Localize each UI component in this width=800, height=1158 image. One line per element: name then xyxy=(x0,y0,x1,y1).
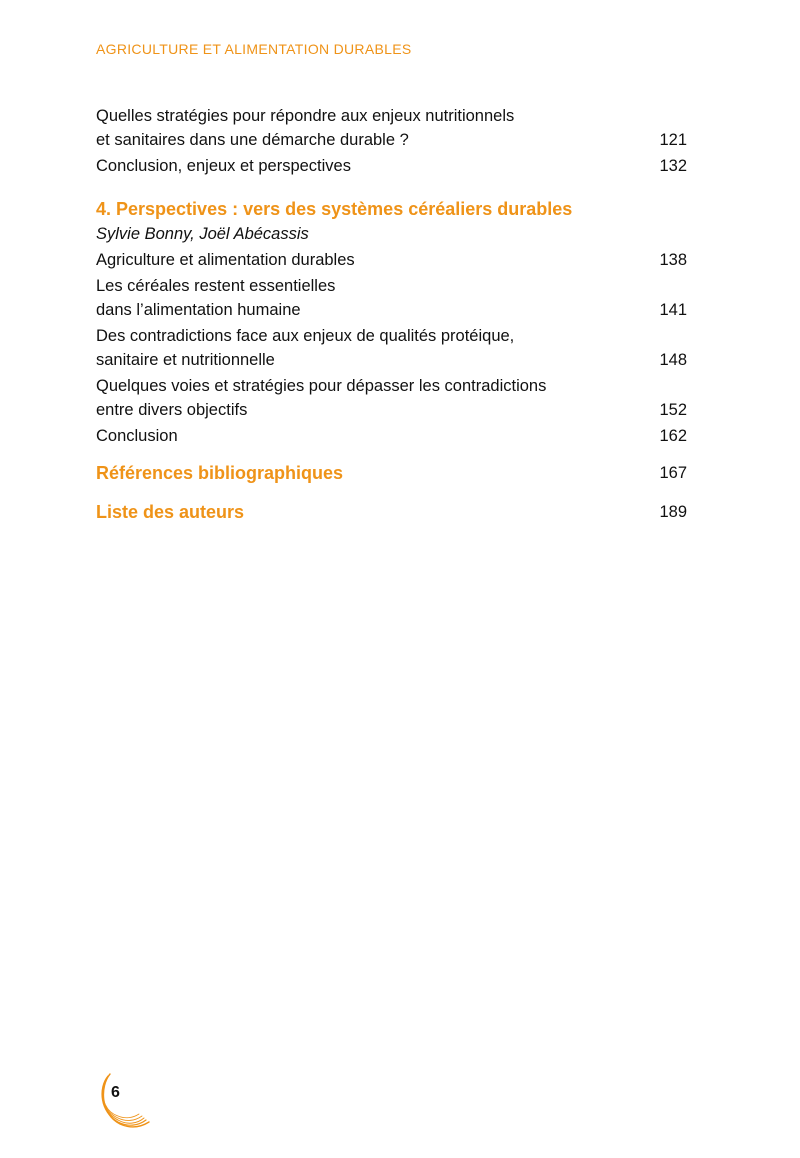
toc-entry[interactable] xyxy=(96,274,687,322)
toc-page-number: 121 xyxy=(659,131,687,149)
toc-entry-line: Quelques voies et stratégies pour dépasser les contradictions xyxy=(96,377,547,395)
toc-entry-line: Quelles stratégies pour répondre aux enjeux nutritionnels xyxy=(96,107,515,125)
toc-entry[interactable] xyxy=(96,374,687,422)
section-title: Références bibliographiques xyxy=(96,463,344,483)
table-of-contents xyxy=(96,104,687,524)
running-head: AGRICULTURE ET ALIMENTATION DURABLES xyxy=(96,41,412,57)
toc-page-number: 152 xyxy=(659,401,687,419)
folio-swirl-icon xyxy=(96,1072,156,1132)
toc-page-number: 132 xyxy=(659,157,687,175)
toc-section-authors[interactable] xyxy=(96,500,687,524)
toc-entry[interactable] xyxy=(96,104,687,152)
toc-entry-line: Les céréales restent essentielles xyxy=(96,277,336,295)
toc-page-number: 141 xyxy=(659,301,687,319)
chapter-title[interactable]: 4. Perspectives : vers des systèmes céréaliers durables xyxy=(96,199,573,219)
toc-entry-line: Conclusion xyxy=(96,427,178,445)
toc-entry-line: dans l’alimentation humaine xyxy=(96,301,301,319)
toc-page-number: 189 xyxy=(659,503,687,521)
toc-page-number: 162 xyxy=(659,427,687,445)
toc-entry-line: Des contradictions face aux enjeux de qualités protéique, xyxy=(96,327,515,345)
chapter-authors: Sylvie Bonny, Joël Abécassis xyxy=(96,225,309,243)
toc-entry[interactable] xyxy=(96,324,687,372)
toc-entry-line: et sanitaires dans une démarche durable ? xyxy=(96,131,409,149)
page-number: 6 xyxy=(111,1084,120,1101)
section-title: Liste des auteurs xyxy=(96,502,245,522)
toc-entry[interactable] xyxy=(96,424,687,448)
toc-page-number: 138 xyxy=(659,251,687,269)
toc-entry-line: Agriculture et alimentation durables xyxy=(96,251,355,269)
toc-page-number: 148 xyxy=(659,351,687,369)
toc-section-references[interactable] xyxy=(96,461,687,485)
toc-entry-line: Conclusion, enjeux et perspectives xyxy=(96,157,351,175)
toc-page-number: 167 xyxy=(659,464,687,482)
toc-entry[interactable] xyxy=(96,154,687,178)
toc-entry[interactable] xyxy=(96,248,687,272)
toc-entry-line: sanitaire et nutritionnelle xyxy=(96,351,275,369)
toc-entry-line: entre divers objectifs xyxy=(96,401,248,419)
